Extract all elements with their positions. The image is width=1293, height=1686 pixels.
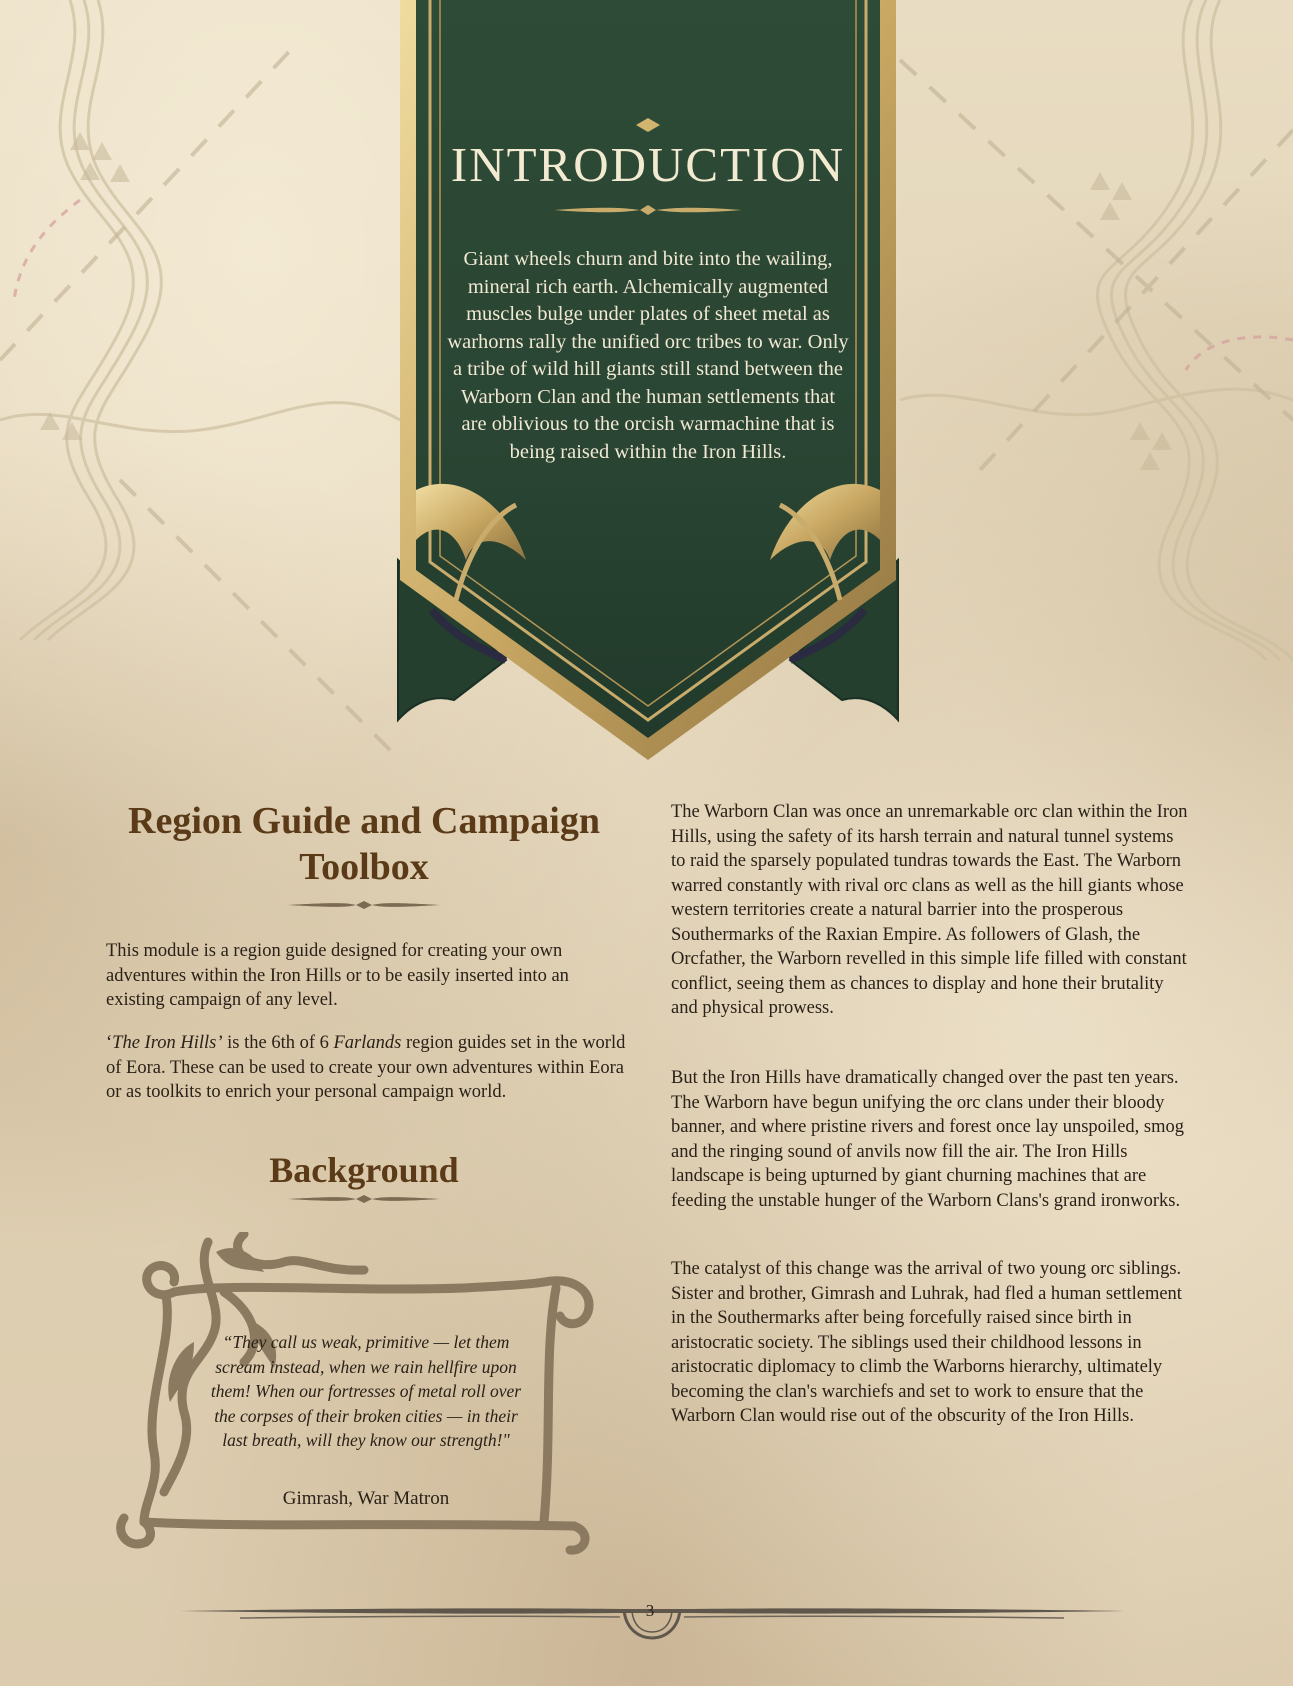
- iron-hills-change-paragraph: But the Iron Hills have dramatically changed over the past ten years. The Warborn have begun unifying the orc clans under their bloody banner, and where pristine rivers and forest once lay unspoiled, smog and the ringing sound of anvils now fill the air. The Iron Hills landscape is being upturned by giant churning machines that are feeding the unstable hunger of the Warborn Clans's grand ironworks.: [671, 1068, 1184, 1211]
- intro-banner: [396, 0, 900, 760]
- series-paragraph: [106, 1031, 626, 1105]
- banner-intro-text: Giant wheels churn and bite into the wailing, mineral rich earth. Alchemically augmented muscles bulge under plates of sheet metal as warhorns rally the unified orc tribes to war. Only a tribe of wild hill giants still stand between the Warborn Clan and the human settlements that are oblivious to the orcish warmachine that is being raised within the Iron Hills.: [447, 248, 849, 463]
- heading-divider: [288, 898, 440, 912]
- module-title-italic: The Iron Hills’: [112, 1033, 223, 1053]
- section-heading-region-guide: Region Guide and Campaign Toolbox: [128, 800, 600, 888]
- quote-author: Gimrash, War Matron: [282, 1488, 450, 1509]
- section-heading-background: Background: [269, 1150, 459, 1190]
- intro-paragraph: This module is a region guide designed for creating your own adventures within the Iron Hills or to be easily inserted into an existing campaign of any level.: [106, 941, 569, 1010]
- series-text: is the 6th of 6: [222, 1033, 334, 1053]
- page-number: 3: [645, 1601, 655, 1620]
- series-name-italic: Farlands: [333, 1033, 402, 1053]
- warborn-history-paragraph: The Warborn Clan was once an unremarkable orc clan within the Iron Hills, using the safety of its harsh terrain and natural tunnel systems to raid the sparsely populated tundras towards the East. The Warborn warred constantly with rival orc clans as well as the hill giants whose western territories create a natural barrier into the prosperous Southermarks of the Raxian Empire. As followers of Glash, the Orcfather, the Warborn revelled in this simple life filled with constant conflict, seeing them as chances to display and hone their brutality and physical prowess.: [671, 802, 1188, 1018]
- open-quote: ‘: [106, 1033, 113, 1053]
- quote-text: “They call us weak, primitive — let them scream instead, when we rain hellfire upon them! When our fortresses of metal roll over the corpses of their broken cities — in their last breath, will they know our strength!": [210, 1332, 522, 1451]
- background-divider: [288, 1192, 440, 1206]
- catalyst-paragraph: The catalyst of this change was the arrival of two young orc siblings. Sister and brother, Gimrash and Luhrak, had fled a human settlement in the Southermarks after being forcefully raised since birth in aristocratic society. The siblings used their childhood lessons in aristocratic diplomacy to climb the Warborns hierarchy, ultimately becoming the clan's warchiefs and set to work to ensure that the Warborn Clan would rise out of the obscurity of the Iron Hills.: [671, 1259, 1182, 1426]
- series-text-rest: region guides set in the world of Eora. These can be used to create your own adventures within Eora or as toolkits to enrich your personal campaign world.: [106, 1033, 626, 1102]
- banner-title: INTRODUCTION: [450, 137, 846, 192]
